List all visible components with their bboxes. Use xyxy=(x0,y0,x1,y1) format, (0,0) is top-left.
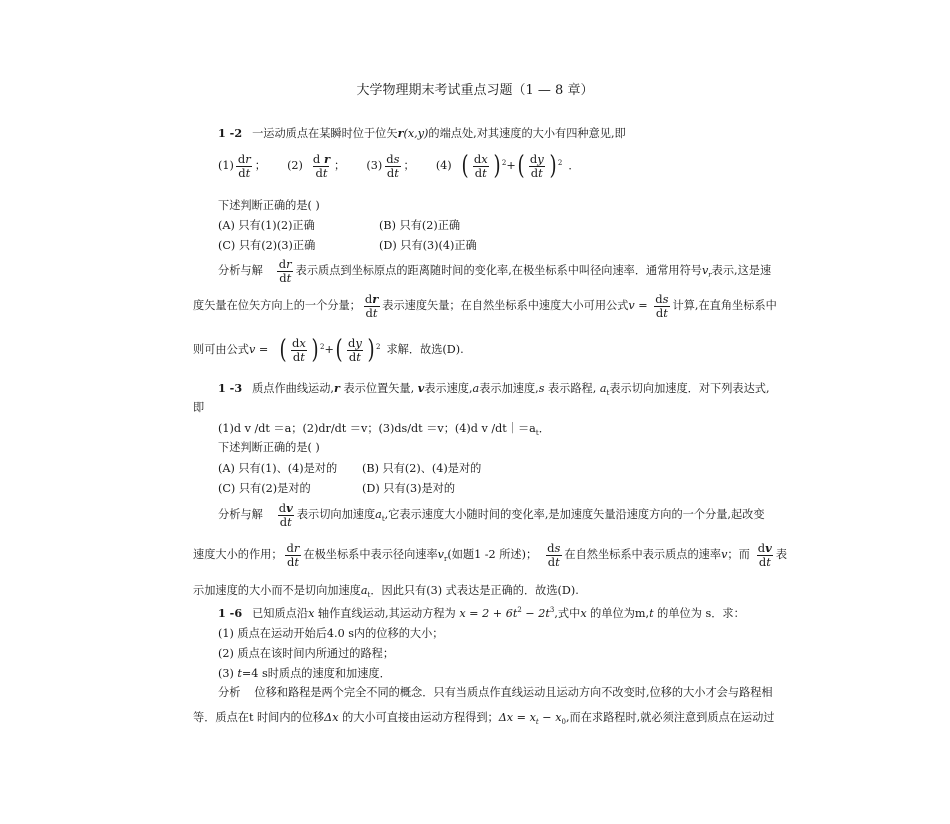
fraction: $\frac{dy}{dt}$ xyxy=(529,151,544,180)
problem-1-2-analysis-line2: 度矢量在位矢方向上的一个分量； $\frac{dr}{dt}$ 表示速度矢量；在自然坐标系中速度大小可用公式v = $\frac{ds}{dt}$ 计算,在直角坐标系中 xyxy=(193,291,777,320)
problem-1-6-q3: (3) t=4 s时质点的速度和加速度． xyxy=(218,667,391,680)
problem-1-6-q2: (2) 质点在该时间内所通过的路程； xyxy=(218,647,395,660)
problem-1-6-q1: (1) 质点在运动开始后4.0 s内的位移的大小； xyxy=(218,627,444,640)
fraction: $\frac{dx}{dt}$ xyxy=(473,151,488,180)
choice-b: (B) 只有(2)正确 xyxy=(379,219,461,232)
problem-number: 1 -3 xyxy=(218,381,243,395)
problem-1-3-question: 下述判断正确的是( ) xyxy=(218,441,320,454)
problem-1-3-analysis-line1: 分析与解 $\frac{dv}{dt}$ 表示切向加速度$a_t$,它表示速度大小随时间的变化率,是加速度矢量沿速度方向的一个分量,起改变 xyxy=(218,500,765,529)
problem-number: 1 -2 xyxy=(218,126,243,140)
problem-1-6-analysis-line2: 等．质点在t 时间内的位移Δx 的大小可直接由运动方程得到；$\Delta x = x_t - x_0$,而在求路程时,就必须注意到质点在运动过 xyxy=(193,711,775,727)
choice-c: (C) 只有(2)(3)正确 xyxy=(218,239,316,252)
fraction: $\frac{ds}{dt}$ xyxy=(386,151,400,180)
problem-number: 1 -6 xyxy=(218,606,243,620)
document-title: 大学物理期末考试重点习题（1 — 8 章） xyxy=(356,83,594,98)
problem-1-3-stem: 1 -3 质点作曲线运动,r 表示位置矢量, v表示速度,a表示加速度,s 表示路程, $a_t$表示切向加速度．对下列表达式, xyxy=(218,381,770,398)
problem-1-3-analysis-line2: 速度大小的作用； $\frac{dr}{dt}$ 在极坐标系中表示径向速率$v_r$(如题1 -2 所述)； $\frac{ds}{dt}$ 在自然坐标系中表示质点的速率v；而 $\frac{dv}{dt}$ 表 xyxy=(193,540,788,569)
problem-1-3-expressions: (1)d v /dt ＝a；(2)dr/dt ＝v；(3)ds/dt ＝v；(4)d v $/dt|=a_t$． xyxy=(218,422,550,438)
problem-1-3-stem-cont: 即 xyxy=(193,401,205,414)
problem-1-2-analysis-line1: 分析与解 $\frac{dr}{dt}$ 表示质点到坐标原点的距离随时间的变化率,在极坐标系中叫径向速率．通常用符号$v_r$表示,这是速 xyxy=(218,256,772,285)
choice-d: (D) 只有(3)是对的 xyxy=(362,482,456,495)
choice-a: (A) 只有(1)(2)正确 xyxy=(218,219,315,232)
choice-a: (A) 只有(1)、(4)是对的 xyxy=(218,462,338,475)
problem-1-2-analysis-line3: 则可由公式v = ( $\frac{dx}{dt}$ ) $^2$+( $\frac{dy}{dt}$ ) $^2$ 求解．故选(D). xyxy=(193,335,464,365)
fraction: $\frac{dr}{dt}$ xyxy=(237,151,251,180)
problem-1-2-stem: 1 -2 一运动质点在某瞬时位于位矢r(x,y)的端点处,对其速度的大小有四种意见,即 xyxy=(218,126,626,140)
problem-1-3-analysis-line3: 示加速度的大小而不是切向加速度$a_t$．因此只有(3) 式表达是正确的．故选(D). xyxy=(193,584,579,600)
choice-d: (D) 只有(3)(4)正确 xyxy=(379,239,477,252)
fraction: $\frac{\text{d r}}{dt}$ xyxy=(312,151,331,180)
choice-b: (B) 只有(2)、(4)是对的 xyxy=(362,462,482,475)
problem-1-2-question: 下述判断正确的是( ) xyxy=(218,199,320,212)
problem-1-6-analysis-line1: 分析 位移和路程是两个完全不同的概念．只有当质点作直线运动且运动方向不改变时,位移的大小才会与路程相 xyxy=(218,686,773,699)
problem-1-2-formulas: (1) $\frac{dr}{dt}$ ； (2) $\frac{\text{d r}}{dt}$ ； (3) $\frac{ds}{dt}$ ； (4) ( $\frac{dx}{dt}$ ) $^2$+( $\frac{dy}{dt}$ ) $^2$ ． xyxy=(218,151,580,181)
choice-c: (C) 只有(2)是对的 xyxy=(218,482,311,495)
problem-1-6-stem: 1 -6 已知质点沿x 轴作直线运动,其运动方程为 $x = 2 + 6t^2 - 2t^3$,式中x 的单位为m,t 的单位为 s．求： xyxy=(218,606,745,620)
